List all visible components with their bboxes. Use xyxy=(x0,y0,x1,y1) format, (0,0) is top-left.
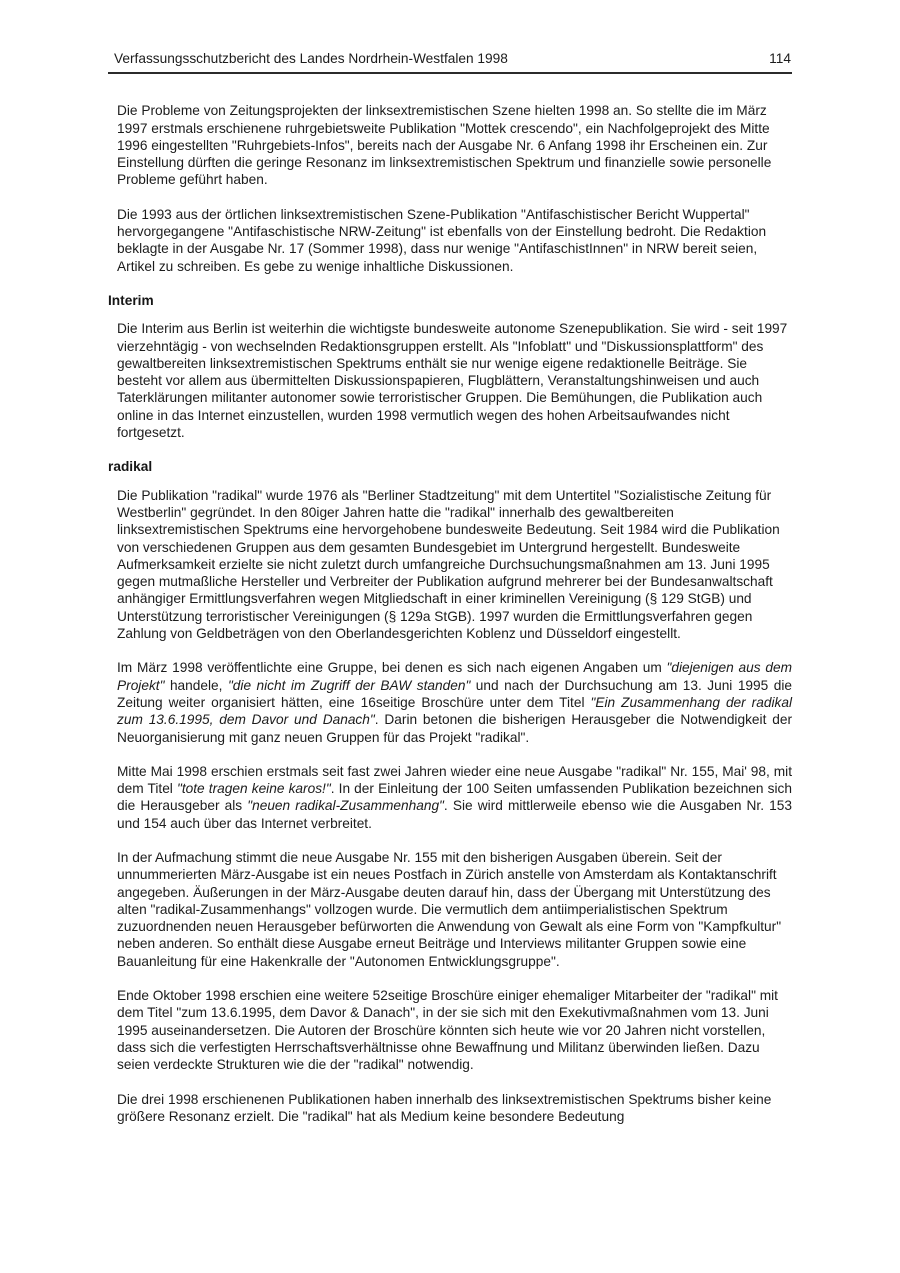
text-run: handele, xyxy=(164,677,228,693)
paragraph-maerz-1998 xyxy=(108,659,792,745)
section-heading-radikal: radikal xyxy=(108,459,153,475)
text-run-italic: "die nicht im Zugriff der BAW standen" xyxy=(227,677,471,693)
paragraph-radikal-geschichte: Die Publikation "radikal" wurde 1976 als "Berliner Stadtzeitung" mit dem Untertitel "Sozialistische Zeitung für Westberlin" gegründet. In den 80iger Jahren hatte die "radikal" innerhalb des gewaltbereiten linksextremistischen Spektrums eine hervorgehobene bundesweite Bedeutung. Seit 1984 wird die Publikation von verschiedenen Gruppen aus dem gesamten Bundesgebiet im Untergrund hergestellt. Bundesweite Aufmerksamkeit erzielte sie nicht zuletzt durch umfangreiche Durchsuchungsmaßnahmen am 13. Juni 1995 gegen mutmaßliche Hersteller und Verbreiter der Publikation aufgrund mehrerer bei der Bundesanwaltschaft anhängiger Ermittlungsverfahren wegen Mitgliedschaft in einer kriminellen Vereinigung (§ 129 StGB) und Unterstützung terroristischer Vereinigungen (§ 129a StGB). 1997 wurden die Ermittlungsverfahren gegen Zahlung von Geldbeträgen von den Oberlandesgerichten Koblenz und Düsseldorf eingestellt. xyxy=(117,487,780,642)
text-run-italic: "diejenigen aus dem Projekt" xyxy=(117,660,792,693)
paragraph-antifaschistische-nrw-zeitung: Die 1993 aus der örtlichen linksextremistischen Szene-Publikation "Antifaschistischer Bericht Wuppertal" hervorgegangene "Antifaschistische NRW-Zeitung" ist ebenfalls von der Einstellung bedroht. Die Redaktion beklagte in der Ausgabe Nr. 17 (Sommer 1998), dass nur wenige "AntifaschistInnen" in NRW bereit seien, Artikel zu schreiben. Es gebe zu wenige inhaltliche Diskussionen. xyxy=(117,206,767,274)
text-run: . Sie wird mittlerweile ebenso wie die Ausgaben Nr. 153 und 154 auch über das Internet verbreitet. xyxy=(117,798,792,831)
text-run: und nach der Durchsuchung am 13. Juni 1995 die Zeitung weiter organisiert hätten, eine 16seitige Broschüre unter dem Titel xyxy=(117,677,793,710)
paragraph-oktober-1998: Ende Oktober 1998 erschien eine weitere 52seitige Broschüre einiger ehemaliger Mitarbeiter der "radikal" mit dem Titel "zum 13.6.1995, dem Davor & Danach", in der sie sich mit den Exekutivmaßnahmen vom 13. Juni 1995 auseinandersetzen. Die Autoren der Broschüre könnten sich heute wie vor 20 Jahren nicht vorstellen, dass sich die verfestigten Herrschaftsverhältnisse ohne Bewaffnung und Militanz überwinden ließen. Dazu seien verdeckte Strukturen wie die der "radikal" notwendig. xyxy=(117,988,778,1073)
text-run: . In der Einleitung der 100 Seiten umfassenden Publikation bezeichnen sich die Herausgeber als xyxy=(117,781,792,814)
header-title: Verfassungsschutzbericht des Landes Nordrhein-Westfalen 1998 xyxy=(114,51,508,66)
text-run-italic: "tote tragen keine karos!" xyxy=(176,781,331,797)
paragraph-zeitungsprojekte: Die Probleme von Zeitungsprojekten der linksextremistischen Szene hielten 1998 an. So stellte die im März 1997 erstmals erschienene ruhrgebietsweite Publikation "Mottek crescendo", ein Nachfolgeprojekt des Mitte 1996 eingestellten "Ruhrgebiets-Infos", bereits nach der Ausgabe Nr. 6 Anfang 1998 ihr Erscheinen ein. Zur Einstellung dürften die geringe Resonanz im linksextremistischen Spektrum und finanzielle sowie personelle Probleme geführt haben. xyxy=(117,103,772,188)
paragraph-aufmachung: In der Aufmachung stimmt die neue Ausgabe Nr. 155 mit den bisherigen Ausgaben überein. Seit der unnummerierten März-Ausgabe ist ein neues Postfach in Zürich anstelle von Amsterdam als Kontaktanschrift angegeben. Äußerungen in der März-Ausgabe deuten darauf hin, dass der Übergang mit Unterstützung des alten "radikal-Zusammenhangs" vollzogen wurde. Die vermutlich dem antiimperialistischen Spektrum zuzuordnenden neuen Herausgeber befürworten die Anwendung von Gewalt als eine Form von "Kampfkultur" neben anderen. So enthält diese Ausgabe erneut Beiträge und Interviews militanter Gruppen sowie eine Bauanleitung für eine Hakenkralle der "Autonomen Entwicklungsgruppe". xyxy=(117,849,782,969)
paragraph-interim: Die Interim aus Berlin ist weiterhin die wichtigste bundesweite autonome Szenepublikation. Sie wird - seit 1997 vierzehntägig - von wechselnden Redaktionsgruppen erstellt. Als "Infoblatt" und "Diskussionsplattform" des gewaltbereiten linksextremistischen Spektrums enthält sie nur wenige eigene redaktionelle Beiträge. Sie besteht vor allem aus übermittelten Diskussionspapieren, Flugblättern, Veranstaltungshinweisen und auch Taterklärungen militanter autonomer sowie terroristischer Gruppen. Die Bemühungen, die Publikation auch online in das Internet einzustellen, wurden 1998 vermutlich wegen des hohen Arbeitsaufwandes nicht fortgesetzt. xyxy=(117,321,788,441)
text-run-italic: "Ein Zusammenhang der radikal zum 13.6.1995, dem Davor und Danach" xyxy=(117,694,793,728)
text-run-italic: "neuen radikal-Zusammenhang" xyxy=(247,798,444,814)
text-run: Im März 1998 veröffentlichte eine Gruppe, bei denen es sich nach eigenen Angaben um xyxy=(117,660,667,676)
page-header xyxy=(108,50,792,74)
text-run: . Darin betonen die bisherigen Herausgeber die Notwendigkeit der Neuorganisierung mit ganz neuen Gruppen für das Projekt "radikal". xyxy=(117,712,792,745)
page-content xyxy=(108,74,792,1125)
text-run: Mitte Mai 1998 erschien erstmals seit fast zwei Jahren wieder eine neue Ausgabe "radikal" Nr. 155, Mai' 98, mit dem Titel xyxy=(117,763,792,797)
section-heading-interim: Interim xyxy=(108,292,154,308)
paragraph-resonanz: Die drei 1998 erschienenen Publikationen haben innerhalb des linksextremistischen Spektrums bisher keine größere Resonanz erzielt. Die "radikal" hat als Medium keine besondere Bedeutung xyxy=(117,1091,772,1124)
paragraph-mai-1998 xyxy=(108,763,792,832)
page-number: 114 xyxy=(769,51,791,66)
